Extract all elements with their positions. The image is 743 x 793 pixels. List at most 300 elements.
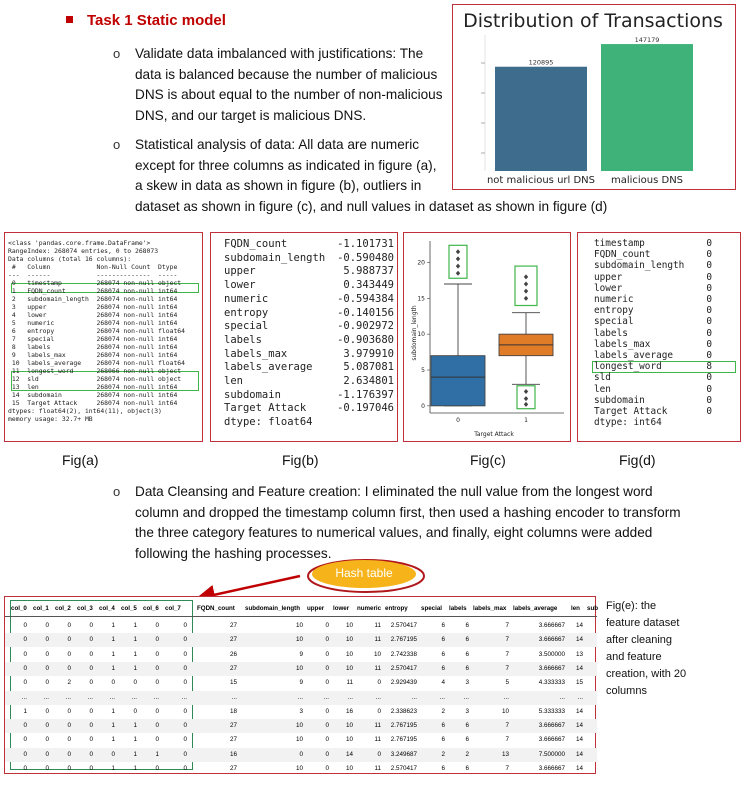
column-name: entropy (594, 305, 634, 317)
outlier-point (456, 271, 460, 276)
column-name: sld (594, 372, 611, 384)
column-header: col_6 (143, 605, 159, 612)
stat-row (224, 238, 394, 252)
info-line: 1 FQDN_count 268074 non-null int64 (8, 287, 178, 295)
table-cell: ... (577, 693, 583, 701)
info-line: 8 labels 268074 non-null int64 (8, 343, 178, 351)
x-tick-label: 1 (524, 417, 528, 424)
info-line: memory usage: 32.7+ MB (8, 415, 93, 423)
table-cell: 3.666667 (538, 736, 565, 744)
table-cell: 6 (441, 636, 445, 644)
table-cell: 0 (183, 650, 187, 658)
table-cell: 0 (325, 622, 329, 629)
table-cell: 0 (67, 736, 71, 744)
table-cell: 0 (89, 636, 93, 644)
table-cell: 0 (45, 664, 49, 672)
box (431, 356, 485, 406)
table-cell: ... (87, 693, 93, 701)
info-line: 11 longest_word 268066 non-null object (8, 367, 182, 375)
column-name: subdomain (594, 394, 645, 406)
distribution-chart (452, 4, 736, 190)
skew-text (224, 238, 394, 430)
column-header: labels_max (473, 605, 507, 612)
y-tick-label: 10 (417, 331, 425, 339)
table-cell: 1 (133, 765, 137, 772)
table-cell: 7 (505, 636, 509, 644)
table-cell: 14 (345, 750, 353, 758)
stat-row (594, 328, 734, 339)
stat-row (594, 384, 734, 395)
table-row (5, 619, 597, 633)
table-cell: 10 (295, 736, 303, 744)
caption-fig-d: Fig(d) (619, 452, 656, 468)
table-cell: 0 (45, 679, 49, 687)
table-row (5, 748, 597, 762)
table-cell: ... (43, 693, 49, 701)
outlier-point (524, 282, 528, 287)
table-cell: 3.666667 (538, 664, 565, 672)
y-tick-label: 20 (417, 259, 425, 267)
table-cell: 10 (295, 765, 303, 772)
table-cell: 0 (325, 636, 329, 644)
table-cell: 0 (89, 765, 93, 772)
column-value: 0 (706, 372, 712, 384)
caption-fig-e (606, 598, 736, 700)
info-line: <class 'pandas.core.frame.DataFrame'> (8, 239, 151, 247)
table-cell: 10 (345, 622, 353, 629)
column-header: special (421, 605, 442, 612)
bullet-1-line: data is balanced because the number of malicious (135, 66, 438, 82)
table-cell: 14 (575, 636, 583, 644)
table-cell: 14 (575, 664, 583, 672)
table-cell: 1 (111, 622, 115, 629)
column-value: 0 (706, 260, 712, 272)
heading-text: Task 1 Static model (87, 12, 226, 29)
arrow-icon (200, 576, 300, 598)
column-name: len (224, 375, 243, 388)
table-cell: 0 (133, 707, 137, 715)
fig-c-panel (403, 232, 571, 442)
stat-row (594, 406, 734, 417)
x-tick-label: 0 (456, 417, 460, 424)
outlier-point (524, 274, 528, 279)
bullet-3-text (135, 482, 735, 564)
column-value: 5.988737 (343, 265, 394, 278)
table-cell: 0 (23, 650, 27, 658)
table-cell: 7 (505, 664, 509, 672)
table-cell: 1 (133, 722, 137, 730)
table-cell: ... (503, 693, 509, 701)
circle-bullet-icon: o (113, 484, 121, 499)
table-cell: 15 (229, 679, 237, 687)
bar-value-label: 147179 (634, 36, 660, 45)
column-header: col_5 (121, 605, 137, 612)
table-cell: 6 (465, 736, 469, 744)
table-cell: 6 (465, 664, 469, 672)
circle-bullet-icon: o (113, 46, 121, 61)
column-header: col_2 (55, 605, 71, 612)
column-name: longest_word (594, 361, 662, 373)
table-row (5, 691, 597, 705)
stat-row (594, 260, 734, 271)
table-cell: 0 (23, 664, 27, 672)
table-cell: 0 (23, 679, 27, 687)
table-cell: 2 (67, 679, 71, 687)
column-name: special (594, 316, 634, 328)
stat-row (594, 316, 734, 327)
table-cell: ... (231, 693, 237, 701)
table-cell: 10 (345, 650, 353, 658)
table-cell: 2.338623 (390, 707, 417, 715)
outlier-point (456, 256, 460, 261)
table-cell: 27 (229, 736, 237, 744)
table-cell: 1 (133, 664, 137, 672)
stat-row (224, 348, 394, 362)
info-line: 3 upper 268074 non-null int64 (8, 303, 178, 311)
table-cell: 5 (505, 679, 509, 687)
column-name: subdomain_length (224, 251, 326, 264)
table-cell: 7 (505, 765, 509, 772)
stat-row (594, 249, 734, 260)
column-value: 0 (706, 305, 712, 317)
column-name: Target Attack (594, 406, 668, 418)
bar-value-label: 120895 (528, 58, 554, 67)
table-cell: 3 (465, 707, 469, 715)
table-cell: 10 (295, 636, 303, 644)
info-line: 12 sld 268074 non-null object (8, 375, 182, 383)
column-name: special (224, 320, 269, 333)
table-cell: 0 (155, 636, 159, 644)
table-cell: 1 (155, 750, 159, 758)
table-cell: 0 (325, 722, 329, 730)
column-name: labels (594, 327, 628, 339)
column-name: len (594, 383, 611, 395)
table-cell: 0 (155, 622, 159, 629)
bullet-1-text (135, 44, 445, 126)
table-cell: 3.666667 (538, 636, 565, 644)
table-row (5, 719, 597, 733)
table-cell: 0 (67, 750, 71, 758)
table-cell: 6 (465, 722, 469, 730)
feature-table (5, 597, 597, 775)
table-cell: 2 (441, 750, 445, 758)
table-cell: 10 (501, 707, 509, 715)
column-header: col_7 (165, 605, 181, 612)
bar (601, 44, 693, 171)
table-cell: 1 (133, 636, 137, 644)
y-tick-label: 0 (421, 402, 425, 410)
table-cell: ... (439, 693, 445, 701)
caption-fig-e-line: after cleaning (606, 634, 673, 646)
column-value: 0 (706, 238, 712, 249)
table-cell: 1 (133, 650, 137, 658)
column-name: upper (224, 265, 256, 278)
caption-fig-e-line: and feature (606, 651, 662, 663)
table-cell: 2.570417 (390, 765, 417, 772)
table-cell: 3.666667 (538, 765, 565, 772)
table-cell: 6 (441, 650, 445, 658)
column-name: labels_average (594, 350, 674, 362)
table-cell: 0 (23, 622, 27, 629)
column-name: numeric (594, 294, 634, 306)
table-cell: 2.767195 (390, 722, 417, 730)
table-cell: 0 (299, 750, 303, 758)
table-cell: 10 (345, 636, 353, 644)
table-cell: 1 (133, 622, 137, 629)
column-value: 0.343449 (343, 279, 394, 292)
column-name: labels (224, 333, 262, 346)
table-cell: 7 (505, 650, 509, 658)
table-cell: 3.500000 (538, 650, 565, 658)
table-cell: 0 (183, 736, 187, 744)
table-cell: 14 (575, 707, 583, 715)
circle-bullet-icon: o (113, 137, 121, 152)
table-cell: 0 (23, 736, 27, 744)
table-cell: 27 (229, 636, 237, 644)
outlier-point (456, 264, 460, 269)
stat-row (224, 334, 394, 348)
table-cell: 0 (325, 679, 329, 687)
table-cell: 11 (374, 636, 381, 644)
table-cell: 27 (229, 622, 237, 629)
table-cell: 10 (345, 765, 353, 772)
table-cell: 10 (373, 650, 381, 658)
section-heading (66, 12, 226, 29)
bullet-1-line: Validate data imbalanced with justifications: The (135, 46, 424, 61)
table-cell: 0 (89, 664, 93, 672)
column-name: numeric (224, 292, 269, 305)
table-cell: 0 (45, 636, 49, 644)
table-cell: 14 (575, 622, 583, 629)
table-cell: 6 (465, 650, 469, 658)
table-cell: 0 (155, 722, 159, 730)
header-divider (5, 616, 597, 617)
column-value: 8 (706, 361, 712, 373)
column-value: 2.634801 (343, 375, 394, 388)
caption-fig-e-line: creation, with 20 (606, 668, 687, 680)
table-cell: 0 (325, 765, 329, 772)
table-cell: 0 (67, 765, 71, 772)
column-header: upper (307, 605, 325, 612)
column-header: numeric (357, 605, 382, 612)
info-line: 10 labels_average 268074 non-null float64 (8, 359, 185, 367)
table-cell: 0 (45, 707, 49, 715)
info-line: 13 len 268074 non-null int64 (8, 383, 178, 391)
table-cell: 0 (67, 636, 71, 644)
table-cell: ... (411, 693, 417, 701)
table-cell: 0 (377, 750, 381, 758)
table-cell: 0 (89, 679, 93, 687)
table-cell: ... (153, 693, 159, 701)
column-header: col_1 (33, 605, 49, 612)
table-cell: 0 (45, 622, 49, 629)
table-cell: 1 (111, 664, 115, 672)
info-line: 14 subdomain 268074 non-null int64 (8, 391, 178, 399)
table-cell: 0 (183, 765, 187, 772)
table-cell: 6 (441, 664, 445, 672)
column-value: -0.594384 (337, 292, 394, 305)
table-cell: 0 (183, 707, 187, 715)
stat-row (594, 372, 734, 383)
table-cell: 0 (155, 736, 159, 744)
table-cell: 3.249687 (390, 750, 417, 758)
table-row (5, 762, 597, 776)
table-cell: 0 (23, 722, 27, 730)
column-value: -1.101731 (337, 238, 394, 250)
table-row (5, 662, 597, 676)
table-cell: 1 (111, 765, 115, 772)
table-cell: 9 (299, 650, 303, 658)
table-cell: 0 (89, 707, 93, 715)
table-cell: 1 (23, 707, 27, 715)
table-cell: 10 (295, 664, 303, 672)
table-cell: 14 (575, 765, 583, 772)
table-cell: 1 (133, 736, 137, 744)
bullet-3-line: column and dropped the timestamp column first, then used a hashing encoder to transform (135, 504, 681, 520)
table-cell: 0 (377, 679, 381, 687)
table-cell: 6 (441, 765, 445, 772)
table-cell: 13 (501, 750, 509, 758)
stat-row (594, 283, 734, 294)
column-value: 0 (706, 350, 712, 362)
y-axis-label: subdomain_length (411, 305, 418, 361)
table-cell: 16 (229, 750, 237, 758)
column-value: 3.979910 (343, 347, 394, 360)
dataframe-info-text (8, 239, 185, 423)
table-cell: 0 (111, 679, 115, 687)
table-cell: 0 (183, 679, 187, 687)
stat-row (594, 350, 734, 361)
y-tick-label: 15 (417, 295, 425, 303)
table-cell: 1 (133, 750, 137, 758)
table-cell: 0 (89, 650, 93, 658)
table-cell: 0 (23, 765, 27, 772)
table-cell: 11 (374, 736, 381, 744)
column-value: 0 (706, 327, 712, 339)
table-cell: 0 (183, 722, 187, 730)
info-line: dtypes: float64(2), int64(11), object(3) (8, 407, 162, 415)
square-bullet-icon (66, 16, 73, 23)
column-value: 0 (706, 406, 712, 418)
table-cell: 0 (377, 707, 381, 715)
table-cell: 7 (505, 722, 509, 730)
info-line: RangeIndex: 268074 entries, 0 to 268073 (8, 247, 159, 255)
column-name: FQDN_count (594, 249, 651, 261)
table-row (5, 648, 597, 662)
table-cell: 0 (111, 750, 115, 758)
table-cell: 11 (374, 722, 381, 730)
table-cell: ... (21, 693, 27, 701)
stat-row (224, 279, 394, 293)
table-cell: ... (375, 693, 381, 701)
column-header: lower (333, 605, 350, 612)
column-value: 0 (706, 249, 712, 261)
table-cell: ... (131, 693, 137, 701)
table-cell: 11 (374, 664, 381, 672)
column-header: col_4 (99, 605, 115, 612)
table-cell: 2.929439 (390, 679, 417, 687)
column-name: lower (594, 282, 623, 294)
fig-a-panel (4, 232, 203, 442)
stat-row (224, 252, 394, 266)
boxplot-svg (404, 233, 569, 440)
table-cell: 0 (45, 765, 49, 772)
table-cell: 2.742338 (390, 650, 417, 658)
caption-fig-e-line: feature dataset (606, 617, 680, 629)
bullet-1-line: DNS is about equal to the number of non-malicious (135, 87, 443, 102)
table-cell: 4.333333 (538, 679, 565, 687)
table-cell: 11 (346, 679, 353, 687)
column-value: 0 (706, 271, 712, 283)
column-value: -0.590480 (337, 251, 394, 264)
table-cell: 7 (505, 736, 509, 744)
caption-fig-e-line: Fig(e): the (606, 600, 657, 612)
bar (495, 67, 587, 171)
table-row (5, 733, 597, 747)
stat-row (224, 265, 394, 279)
column-name: entropy (224, 306, 269, 319)
table-row (5, 633, 597, 647)
table-cell: 0 (133, 679, 137, 687)
table-cell: 3 (465, 679, 469, 687)
table-cell: 0 (155, 707, 159, 715)
x-tick-label: not malicious url DNS (486, 175, 596, 186)
fig-e-panel (4, 596, 599, 774)
column-header: labels_average (513, 605, 558, 612)
stat-row (594, 339, 734, 350)
table-cell: 10 (345, 722, 353, 730)
table-cell: 0 (45, 722, 49, 730)
stat-row (594, 305, 734, 316)
table-cell: 2.570417 (390, 664, 417, 672)
y-tick-label: 5 (421, 367, 425, 374)
table-cell: ... (323, 693, 329, 701)
table-cell: 7 (505, 622, 509, 629)
table-cell: 27 (229, 722, 237, 730)
table-cell: 6 (441, 622, 445, 629)
table-cell: 0 (23, 750, 27, 758)
table-cell: 6 (441, 736, 445, 744)
null-count-text (594, 238, 734, 428)
table-cell: 0 (45, 736, 49, 744)
stat-row (224, 307, 394, 321)
table-cell: 5.333333 (538, 707, 565, 715)
stat-row (594, 272, 734, 283)
table-cell: 0 (325, 664, 329, 672)
column-name: labels_max (594, 338, 651, 350)
table-cell: 0 (89, 736, 93, 744)
bullet-2-line: except for three columns as indicated in figure (a), (135, 157, 437, 173)
column-value: 0 (706, 394, 712, 406)
column-name: subdomain (224, 388, 281, 401)
caption-fig-e-line: columns (606, 685, 647, 697)
table-cell: 0 (23, 636, 27, 644)
table-cell: 3.666667 (538, 622, 565, 629)
stat-row (594, 361, 734, 372)
table-cell: 2.570417 (390, 622, 417, 629)
column-value: 0 (706, 338, 712, 350)
column-value: -0.197046 (337, 402, 394, 415)
table-cell: 11 (374, 765, 381, 772)
table-cell: 0 (155, 650, 159, 658)
table-cell: 10 (295, 722, 303, 730)
table-cell: ... (65, 693, 71, 701)
table-cell: 0 (183, 664, 187, 672)
table-cell: 2 (441, 707, 445, 715)
table-cell: ... (297, 693, 303, 701)
distribution-chart-svg (453, 5, 734, 188)
bullet-2-line: dataset as shown in figure (c), and null values in dataset as shown in figure (d) (135, 198, 608, 214)
